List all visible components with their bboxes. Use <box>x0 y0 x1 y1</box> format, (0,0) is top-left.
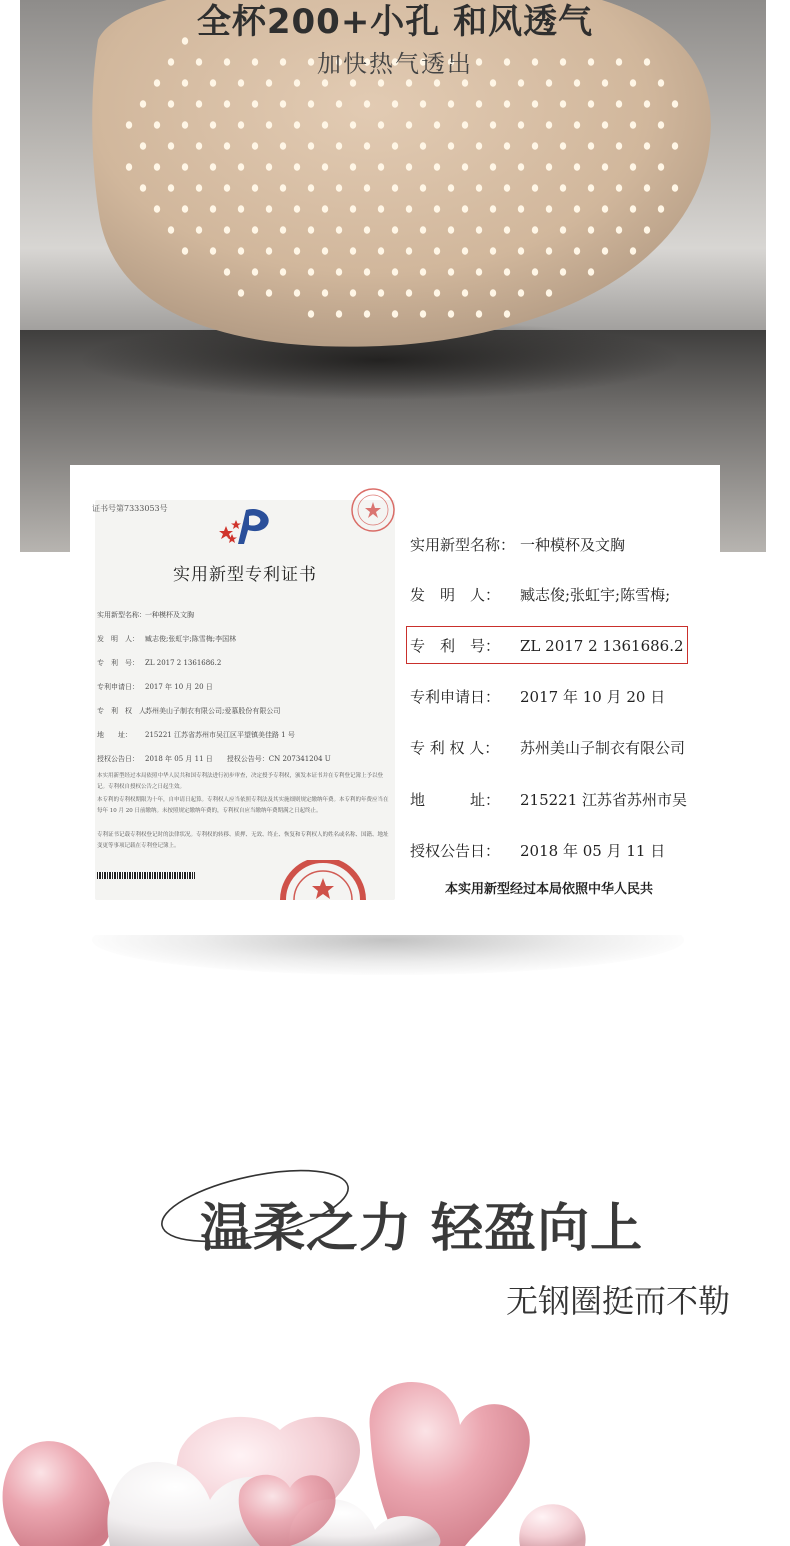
cup-hole <box>448 226 454 234</box>
cup-hole <box>154 163 160 171</box>
zoom-row-label: 授权公告日： <box>410 842 501 860</box>
cup-hole <box>616 142 622 150</box>
cup-hole <box>196 184 202 192</box>
cup-hole <box>392 100 398 108</box>
cup-hole <box>602 163 608 171</box>
cup-hole <box>378 163 384 171</box>
cup-hole <box>546 205 552 213</box>
cup-hole <box>616 184 622 192</box>
cup-hole <box>336 310 342 318</box>
cup-hole <box>238 289 244 297</box>
cup-hole <box>504 310 510 318</box>
cup-hole <box>210 247 216 255</box>
cup-hole <box>448 184 454 192</box>
cup-hole <box>196 100 202 108</box>
cup-hole <box>364 100 370 108</box>
cup-hole <box>336 184 342 192</box>
cup-hole <box>322 79 328 87</box>
cup-hole <box>420 226 426 234</box>
barcode <box>97 872 195 879</box>
cup-hole <box>448 268 454 276</box>
cert-row-value: 2018 年 05 月 11 日 授权公告号：CN 207341204 U <box>145 755 331 763</box>
cert-row-label: 专利申请日： <box>97 683 139 691</box>
cup-hole <box>322 163 328 171</box>
cup-hole <box>392 142 398 150</box>
cup-hole <box>560 100 566 108</box>
cup-hole <box>658 121 664 129</box>
cup-hole <box>462 163 468 171</box>
cup-hole <box>504 268 510 276</box>
cup-hole <box>434 247 440 255</box>
cup-hole <box>420 310 426 318</box>
hero-title: 全杯200+小孔 和风透气 <box>196 2 594 42</box>
cup-hole <box>266 163 272 171</box>
cup-hole <box>280 184 286 192</box>
cup-hole <box>658 163 664 171</box>
cup-hole <box>294 163 300 171</box>
cup-hole <box>322 289 328 297</box>
cup-hole <box>168 100 174 108</box>
cup-hole <box>196 226 202 234</box>
cup-hole <box>574 247 580 255</box>
cup-hole <box>168 142 174 150</box>
cup-hole <box>154 79 160 87</box>
cup-hole <box>266 79 272 87</box>
cup-hole <box>588 100 594 108</box>
zoom-row-value: ZL 2017 2 1361686.2 <box>520 637 684 655</box>
cup-hole <box>574 121 580 129</box>
cup-hole <box>182 205 188 213</box>
cup-hole <box>532 142 538 150</box>
certificate-title: 实用新型专利证书 <box>173 565 317 585</box>
cup-hole <box>462 289 468 297</box>
cert-paragraph: 本实用新型经过本局依照中华人民共和国专利法进行初步审查，决定授予专利权，颁发本证书并在专利登记簿上予以登记。专利权自授权公告之日起生效。 <box>97 773 384 790</box>
cup-hole <box>406 247 412 255</box>
patent-office-emblem-icon <box>218 504 278 550</box>
cup-hole <box>252 268 258 276</box>
cup-hole <box>504 100 510 108</box>
zoom-note: 本实用新型经过本局依照中华人民共 <box>445 882 654 897</box>
cup-hole <box>434 205 440 213</box>
cup-hole <box>672 184 678 192</box>
cup-hole <box>406 205 412 213</box>
cup-hole <box>476 142 482 150</box>
cup-hole <box>434 79 440 87</box>
cup-hole <box>574 163 580 171</box>
cup-hole <box>140 184 146 192</box>
cup-hole <box>560 184 566 192</box>
zoom-row-grant-date <box>410 840 692 861</box>
cup-hole <box>252 100 258 108</box>
cup-hole <box>532 184 538 192</box>
cert-row-value: 215221 江苏省苏州市吴江区平望镇美佳路 1 号 <box>145 731 295 739</box>
cup-hole <box>616 226 622 234</box>
cup-hole <box>224 100 230 108</box>
cup-hole <box>644 100 650 108</box>
zoom-row-value: 苏州美山子制衣有限公司 <box>520 739 686 757</box>
cup-hole <box>336 226 342 234</box>
cup-hole <box>266 121 272 129</box>
zoom-row-value: 215221 江苏省苏州市吴 <box>520 791 688 809</box>
cup-hole <box>336 268 342 276</box>
slogan-title: 温柔之力 轻盈向上 <box>200 1199 644 1259</box>
cup-hole <box>224 142 230 150</box>
cup-hole <box>378 205 384 213</box>
cup-hole <box>322 205 328 213</box>
cup-hole <box>392 310 398 318</box>
cup-hole <box>252 184 258 192</box>
zoom-row-label: 专 利 权 人： <box>410 739 500 757</box>
cup-hole <box>364 184 370 192</box>
cup-hole <box>280 142 286 150</box>
cup-hole <box>546 121 552 129</box>
cert-row-value: ZL 2017 2 1361686.2 <box>145 659 222 667</box>
cup-hole <box>490 121 496 129</box>
cup-hole <box>602 205 608 213</box>
cup-hole <box>210 205 216 213</box>
cup-hole <box>378 121 384 129</box>
cert-row-patent-no <box>97 658 221 668</box>
cup-hole <box>350 205 356 213</box>
cup-hole <box>448 100 454 108</box>
heart-balloons-decoration <box>0 1370 790 1546</box>
cup-hole <box>336 100 342 108</box>
cert-row-inventor <box>97 634 236 644</box>
cup-hole <box>476 100 482 108</box>
cup-hole <box>546 289 552 297</box>
cup-hole <box>420 184 426 192</box>
cup-hole <box>574 205 580 213</box>
cup-hole <box>588 142 594 150</box>
cup-hole <box>630 163 636 171</box>
cup-hole <box>280 100 286 108</box>
cup-hole <box>350 163 356 171</box>
cup-hole <box>392 268 398 276</box>
cup-hole <box>392 226 398 234</box>
cup-hole <box>350 79 356 87</box>
cup-hole <box>518 163 524 171</box>
cup-hole <box>210 79 216 87</box>
cup-hole <box>658 205 664 213</box>
cup-hole <box>350 289 356 297</box>
cert-row-label: 专 利 权 人： <box>97 707 153 715</box>
cup-hole <box>322 121 328 129</box>
cup-hole <box>364 310 370 318</box>
cup-hole <box>546 163 552 171</box>
cup-hole <box>434 163 440 171</box>
cert-paragraph: 本专利的专利权期限为十年，自申请日起算。专利权人应当依照专利法及其实施细则规定缴纳年费。本专利的年费应当在每年 10 月 20 日前缴纳。未按照规定缴纳年费的，专利权自应当缴纳年费期满之日起终止。 <box>97 797 389 814</box>
cup-hole <box>462 121 468 129</box>
cup-hole <box>140 100 146 108</box>
cup-hole <box>490 247 496 255</box>
cup-hole <box>266 247 272 255</box>
cup-hole <box>196 142 202 150</box>
cert-row-address <box>97 730 295 740</box>
cup-hole <box>602 121 608 129</box>
cert-row-value: 一种模杯及文胸 <box>145 611 194 619</box>
cup-hole <box>378 247 384 255</box>
cup-hole <box>182 247 188 255</box>
certificate-number: 证书号第7333053号 <box>92 504 168 513</box>
cup-hole <box>308 310 314 318</box>
cup-hole <box>322 247 328 255</box>
cup-hole <box>490 79 496 87</box>
cup-hole <box>630 205 636 213</box>
cup-hole <box>644 142 650 150</box>
cert-row-value: 2017 年 10 月 20 日 <box>145 683 213 691</box>
cup-hole <box>658 79 664 87</box>
cup-hole <box>630 79 636 87</box>
cup-hole <box>406 289 412 297</box>
cup-hole <box>168 226 174 234</box>
cup-hole <box>490 205 496 213</box>
cup-hole <box>476 184 482 192</box>
cup-hole <box>182 163 188 171</box>
cup-hole <box>672 142 678 150</box>
cup-hole <box>154 205 160 213</box>
zoom-row-value: 2018 年 05 月 11 日 <box>520 842 666 860</box>
cup-hole <box>154 121 160 129</box>
cup-hole <box>238 163 244 171</box>
cup-hole <box>210 163 216 171</box>
cup-hole <box>560 268 566 276</box>
cup-hole <box>140 142 146 150</box>
cup-hole <box>266 205 272 213</box>
cert-paragraph: 专利证书记载专利权登记时的法律状况。专利权的转移、质押、无效、终止、恢复和专利权人的姓名或名称、国籍、地址变更等事项记载在专利登记簿上。 <box>97 832 389 849</box>
cert-row-patentee <box>97 706 280 716</box>
cup-hole <box>238 121 244 129</box>
cup-hole <box>266 289 272 297</box>
cup-hole <box>546 79 552 87</box>
cert-row-value: 臧志俊;张虹宇;陈雪梅;李国林 <box>145 635 237 643</box>
cup-hole <box>406 79 412 87</box>
cert-row-label: 发 明 人： <box>97 635 139 643</box>
cup-hole <box>476 226 482 234</box>
cup-hole <box>602 79 608 87</box>
cup-hole <box>252 226 258 234</box>
cup-hole <box>252 142 258 150</box>
cup-hole <box>672 100 678 108</box>
cup-hole <box>182 121 188 129</box>
cup-hole <box>490 289 496 297</box>
patent-number-highlight <box>406 626 688 664</box>
cup-hole <box>294 247 300 255</box>
cup-hole <box>224 226 230 234</box>
cup-hole <box>406 121 412 129</box>
cup-hole <box>350 121 356 129</box>
cup-hole <box>462 79 468 87</box>
cup-hole <box>434 121 440 129</box>
cup-hole <box>420 100 426 108</box>
cup-hole <box>168 184 174 192</box>
zoom-row-inventor <box>410 584 692 605</box>
cup-hole <box>560 142 566 150</box>
cup-hole <box>308 226 314 234</box>
cup-hole <box>462 247 468 255</box>
cup-hole <box>518 289 524 297</box>
cup-hole <box>476 310 482 318</box>
cup-hole <box>630 121 636 129</box>
cup-hole <box>518 247 524 255</box>
zoom-row-patentee <box>410 737 692 758</box>
cup-hole <box>238 205 244 213</box>
zoom-row-value: 臧志俊;张虹宇;陈雪梅; <box>520 586 671 604</box>
cup-hole <box>294 205 300 213</box>
cup-hole <box>504 142 510 150</box>
cup-hole <box>280 268 286 276</box>
zoom-row-name <box>410 534 692 555</box>
cert-row-grant-date <box>97 754 331 764</box>
cert-row-label: 实用新型名称： <box>97 611 146 619</box>
cup-hole <box>420 142 426 150</box>
cup-hole <box>392 184 398 192</box>
hero-subtitle: 加快热气透出 <box>317 50 473 78</box>
cup-hole <box>364 142 370 150</box>
zoom-row-value: 一种模杯及文胸 <box>520 536 626 554</box>
cert-row-label: 专 利 号： <box>97 659 139 667</box>
cup-hole <box>308 184 314 192</box>
state-seal-stamp-icon <box>278 860 368 900</box>
cert-row-label: 授权公告日： <box>97 755 139 763</box>
zoom-row-address <box>410 789 692 810</box>
cert-row-filing-date <box>97 682 213 692</box>
cup-hole <box>238 79 244 87</box>
zoom-row-label: 专 利 号： <box>410 637 501 655</box>
cup-hole <box>644 184 650 192</box>
zoom-row-label: 发 明 人： <box>410 586 501 604</box>
cup-hole <box>616 100 622 108</box>
cup-hole <box>238 247 244 255</box>
cup-hole <box>336 142 342 150</box>
cup-hole <box>378 79 384 87</box>
cup-hole <box>294 289 300 297</box>
cup-hole <box>406 163 412 171</box>
cup-hole <box>602 247 608 255</box>
cup-hole <box>504 226 510 234</box>
cup-hole <box>420 268 426 276</box>
cup-hole <box>588 226 594 234</box>
cup-hole <box>294 121 300 129</box>
cup-hole <box>574 79 580 87</box>
cup-hole <box>378 289 384 297</box>
cup-hole <box>518 79 524 87</box>
cup-hole <box>588 268 594 276</box>
zoom-row-label: 地 址： <box>410 791 501 809</box>
cup-hole <box>588 184 594 192</box>
cup-hole <box>532 268 538 276</box>
cup-hole <box>518 121 524 129</box>
cup-hole <box>434 289 440 297</box>
cup-hole <box>364 268 370 276</box>
cert-row-label: 地 址： <box>97 731 132 739</box>
cup-hole <box>308 100 314 108</box>
cup-hole <box>182 79 188 87</box>
cup-hole <box>224 268 230 276</box>
cup-hole <box>546 247 552 255</box>
cup-hole <box>532 226 538 234</box>
cup-hole <box>350 247 356 255</box>
cup-hole <box>630 247 636 255</box>
cup-hole <box>364 226 370 234</box>
cup-hole <box>560 226 566 234</box>
cert-row-name <box>97 610 194 620</box>
cup-hole <box>308 268 314 276</box>
cert-row-value: 苏州美山子制衣有限公司;爱慕股份有限公司 <box>145 707 281 715</box>
red-seal-stamp-icon <box>350 482 396 538</box>
cup-hole <box>448 142 454 150</box>
zoom-row-filing-date <box>410 686 692 707</box>
cup-hole <box>126 121 132 129</box>
cup-hole <box>280 226 286 234</box>
cup-hole <box>462 205 468 213</box>
cup-hole <box>294 79 300 87</box>
zoom-row-value: 2017 年 10 月 20 日 <box>520 688 666 706</box>
zoom-row-label: 专利申请日： <box>410 688 501 706</box>
cup-hole <box>644 226 650 234</box>
cup-hole <box>224 184 230 192</box>
cup-hole <box>126 163 132 171</box>
cup-hole <box>490 163 496 171</box>
zoom-row-label: 实用新型名称： <box>410 536 516 554</box>
cup-hole <box>532 100 538 108</box>
cup-hole <box>210 121 216 129</box>
cup-hole <box>518 205 524 213</box>
cup-hole <box>476 268 482 276</box>
cup-hole <box>504 184 510 192</box>
slogan-subtitle: 无钢圈挺而不勒 <box>505 1282 730 1320</box>
cup-hole <box>308 142 314 150</box>
cup-hole <box>448 310 454 318</box>
